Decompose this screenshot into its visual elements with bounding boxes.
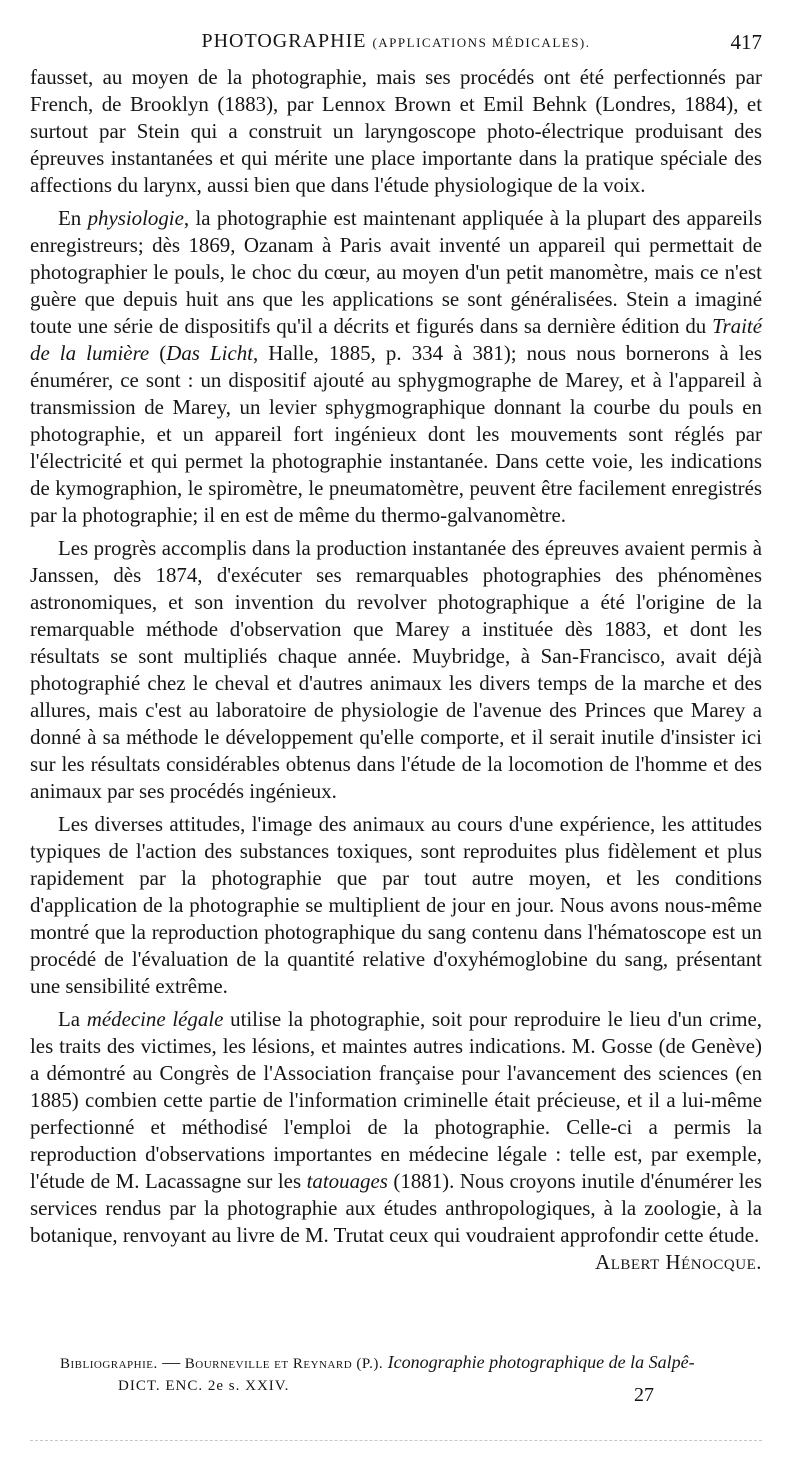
paragraph-2-lead: En bbox=[58, 206, 88, 230]
paragraph-5-text-2: (1881). Nous croyons inutile d'énumérer les services rendus par la photographie aux études anthropologiques, à la zoologie, à la botanique, renvoyant au livre de M. Trutat ceux qui voudraient approfondir cette étude. bbox=[30, 1169, 762, 1247]
paragraph-5-em-medecine-legale: médecine légale bbox=[86, 1007, 224, 1031]
paragraph-2-em-physiologie: physiologie bbox=[87, 206, 184, 230]
bibliography-label: Bibliographie. bbox=[60, 1356, 158, 1372]
paragraph-5-text-1: utilise la photographie, soit pour reproduire le lieu d'un crime, les traits des victimes, les lésions, et maintes autres indications. M. Gosse (de Genève) a démontré au Congrès de l'Association française pour l'avancement des sciences (en 1885) combien cette partie de l'information criminelle était précieuse, et il a lui-même perfectionné et méthodisé l'emploi de la photographie. Celle-ci a permis la reproduction d'observations importantes en médecine légale : telle est, par exemple, l'étude de M. Lacassagne sur les bbox=[30, 1007, 762, 1193]
paragraph-4-text: Les diverses attitudes, l'image des animaux au cours d'une expérience, les attitudes typiques de l'action des substances toxiques, sont reproduites plus fidèlement et plus rapidement par la photographie que par tout autre moyen, et les conditions d'application de la photographie se multiplient de jour en jour. Nous avons nous-même montré que la reproduction photographique du sang contenu dans l'hématoscope est un procédé de l'évaluation de la quantité relative d'oxyhémoglobine du sang, présentant une sensibilité extrême. bbox=[30, 812, 762, 998]
paragraph-2-text-2: ( bbox=[149, 341, 167, 365]
signature-mark: 27 bbox=[634, 1384, 654, 1406]
paragraph-5-em-tatouages: tatouages bbox=[306, 1169, 388, 1193]
bottom-divider bbox=[30, 1440, 762, 1441]
page-footer bbox=[118, 1378, 762, 1408]
bibliography-title: Iconographie photographique de la Salpê- bbox=[387, 1352, 695, 1372]
paragraph-3-text: Les progrès accomplis dans la production instantanée des épreuves avaient permis à Janssen, dès 1874, d'exécuter ses remarquables photographies des phénomènes astronomiques, et son invention du revolver photographique a été l'origine de la remarquable méthode d'observation que Marey a instituée dès 1883, et dont les résultats se sont multipliés chaque année. Muybridge, à San-Francisco, avait déjà photographié chez le cheval et d'autres animaux les divers temps de la marche et des allures, mais c'est au laboratoire de physiologie de l'avenue des Princes que Marey a donné à sa méthode le développement qu'elle comporte, et il serait inutile d'insister ici sur les résultats considérables obtenus dans l'étude de la locomotion de l'homme et des animaux par ses procédés ingénieux. bbox=[30, 536, 762, 803]
bibliography-dash: — bbox=[157, 1352, 185, 1372]
dictionary-reference: DICT. ENC. 2e s. XXIV. bbox=[118, 1378, 290, 1394]
paragraph-5 bbox=[30, 1006, 762, 1274]
body-text bbox=[30, 64, 762, 1276]
bibliography-authors: Bourneville et Reynard (P.). bbox=[184, 1356, 384, 1372]
running-title-main: PHOTOGRAPHIE bbox=[201, 30, 367, 52]
paragraph-4 bbox=[30, 811, 762, 1000]
page-header bbox=[30, 30, 762, 60]
running-title bbox=[30, 30, 762, 53]
paragraph-2-em-traite: Traité de la lumière bbox=[30, 314, 762, 365]
page-number: 417 bbox=[730, 30, 762, 54]
running-title-sub: (APPLICATIONS MÉDICALES). bbox=[372, 35, 591, 50]
paragraph-3 bbox=[30, 535, 762, 805]
author-signature: Albert Hénocque. bbox=[595, 1250, 762, 1274]
paragraph-2-em-das-licht: Das Licht bbox=[166, 341, 253, 365]
paragraph-2 bbox=[30, 205, 762, 529]
paragraph-5-lead: La bbox=[58, 1007, 87, 1031]
paragraph-1-text: fausset, au moyen de la photographie, mais ses procédés ont été perfectionnés par French, de Brooklyn (1883), par Lennox Brown et Emil Behnk (Londres, 1884), et surtout par Stein qui a construit un laryngoscope photo-électrique produisant des épreuves instantanées et qui mérite une place importante dans la pratique spéciale des affections du larynx, aussi bien que dans l'étude physiologique de la voix. bbox=[30, 65, 762, 197]
bibliography bbox=[60, 1350, 762, 1376]
paragraph-2-text-1: , la photographie est maintenant appliquée à la plupart des appareils enregistreurs; dès 1869, Ozanam à Paris avait inventé un appareil qui permettait de photographier le pouls, le choc du cœur, au moyen d'un petit manomètre, mais ce n'est guère que depuis huit ans que les applications se sont généralisées. Stein a imaginé toute une série de dispositifs qu'il a décrits et figurés dans sa dernière édition du bbox=[30, 206, 762, 338]
paragraph-1 bbox=[30, 64, 762, 199]
paragraph-2-text-3: , Halle, 1885, p. 334 à 381); nous nous bornerons à les énumérer, ce sont : un dispositif ajouté au sphygmographe de Marey, et à l'appareil à transmission de Marey, un levier sphygmographique donnant la courbe du pouls en photographie, et un appareil fort ingénieux dont les mouvements sont réglés par l'électricité et qui permet la photographie instantanée. Dans cette voie, les indications de kymographion, le spiromètre, le pneumatomètre, peuvent être facilement enregistrés par la photographie; il en est de même du thermo-galvanomètre. bbox=[30, 341, 762, 527]
